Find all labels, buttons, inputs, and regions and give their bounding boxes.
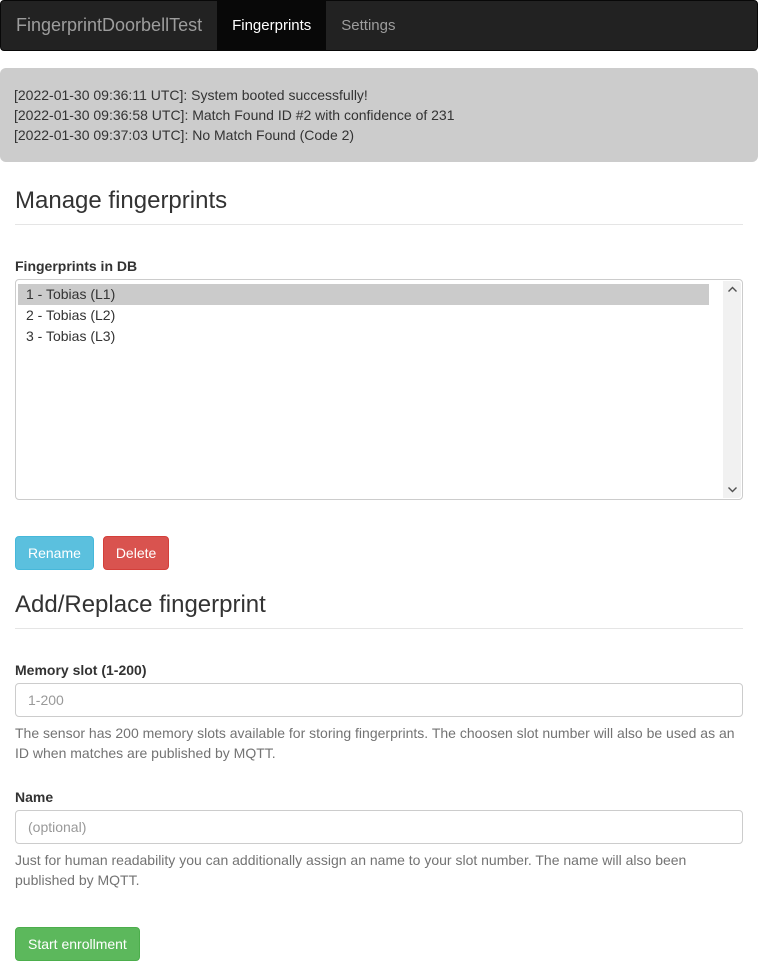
fingerprints-in-db-label: Fingerprints in DB [15,258,138,274]
memory-slot-input[interactable] [15,683,743,717]
delete-button[interactable]: Delete [103,536,169,570]
start-enrollment-button[interactable]: Start enrollment [15,927,140,961]
log-line: [2022-01-30 09:36:58 UTC]: Match Found ID #2 with confidence of 231 [14,107,455,123]
tab-fingerprints[interactable]: Fingerprints [217,1,326,50]
log-line: [2022-01-30 09:37:03 UTC]: No Match Found (Code 2) [14,127,355,143]
name-input[interactable] [15,810,743,844]
memory-slot-label: Memory slot (1-200) [15,662,147,678]
tab-settings[interactable]: Settings [341,17,396,34]
navbar [0,0,758,51]
scroll-up-icon[interactable] [723,281,741,298]
manage-buttons [15,536,743,570]
log-line: [2022-01-30 09:36:11 UTC]: System booted successfully! [14,87,368,103]
manage-fingerprints-title: Manage fingerprints [15,187,743,225]
list-item[interactable]: 2 - Tobias (L2) [26,307,116,323]
name-label: Name [15,789,54,805]
fingerprint-listbox[interactable] [15,279,743,500]
scroll-down-icon[interactable] [723,481,741,498]
log-panel [0,68,758,162]
navbar-tabs [217,1,410,50]
rename-button[interactable]: Rename [15,536,94,570]
memory-slot-help: The sensor has 200 memory slots available for storing fingerprints. The choosen slot number will also be used as an ID when matches are published by MQTT. [15,725,735,761]
name-help: Just for human readability you can additionally assign an name to your slot number. The name will also been published by MQTT. [15,852,687,888]
add-replace-title: Add/Replace fingerprint [15,591,743,629]
list-item[interactable]: 3 - Tobias (L3) [26,328,116,344]
navbar-brand[interactable]: FingerprintDoorbellTest [16,15,203,35]
list-item[interactable]: 1 - Tobias (L1) [18,284,709,305]
listbox-scrollbar[interactable] [723,281,741,498]
